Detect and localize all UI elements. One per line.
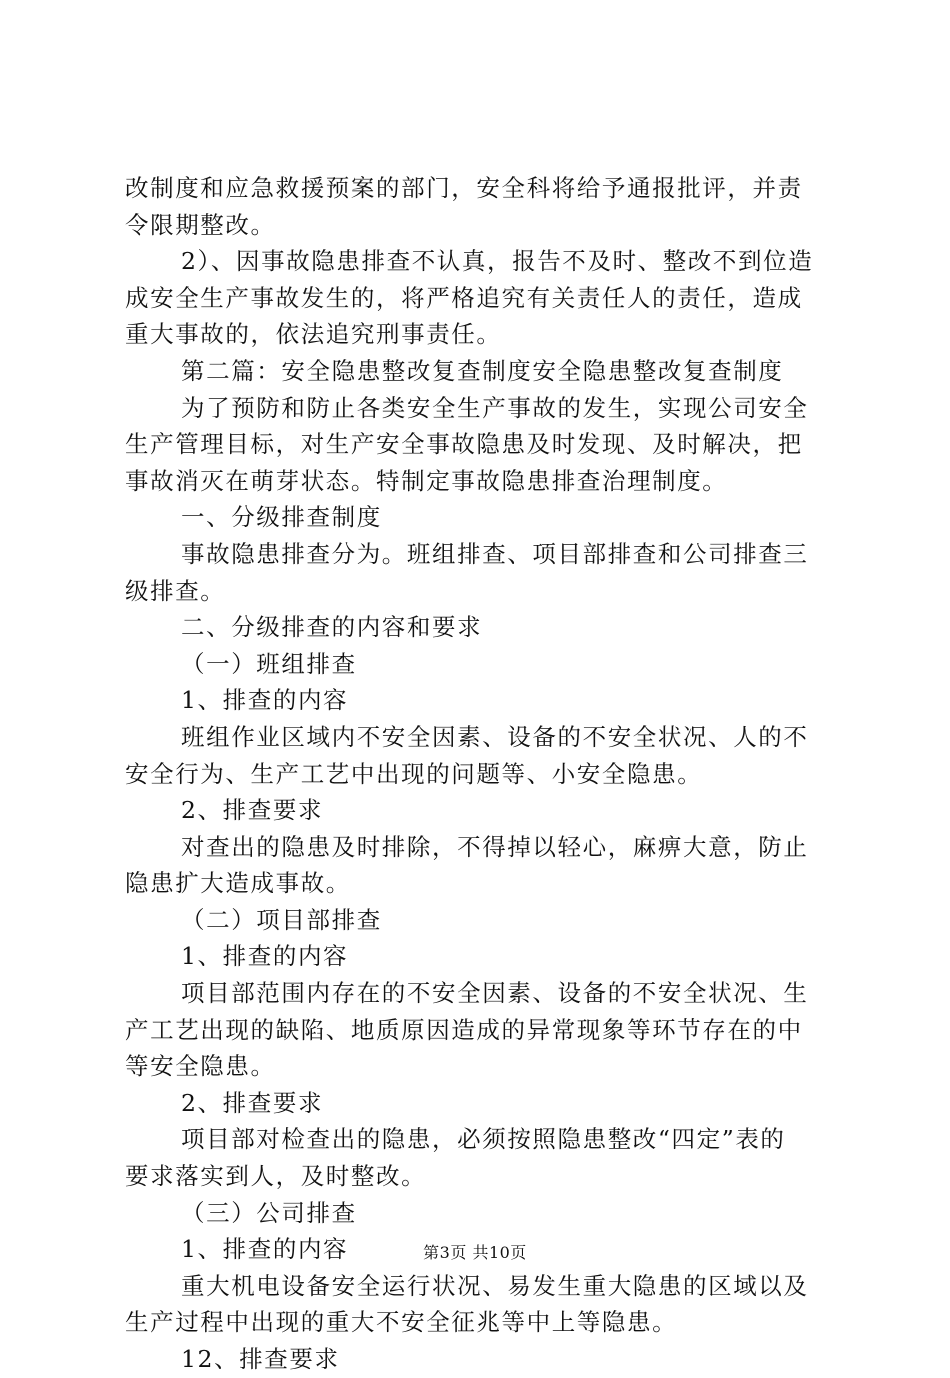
text-line: 事故隐患排查分为。班组排查、项目部排查和公司排查三 [181, 539, 809, 568]
text-line: 对查出的隐患及时排除，不得掉以轻心，麻痹大意，防止 [181, 832, 809, 861]
text-line: 1、排查的内容 [181, 1235, 349, 1264]
text-line: 事故消灭在萌芽状态。特制定事故隐患排查治理制度。 [125, 466, 728, 495]
text-line: 1、排查的内容 [181, 942, 349, 971]
text-line: 改制度和应急救援预案的部门，安全科将给予通报批评，并责 [125, 174, 803, 202]
text-line: 级排查。 [125, 576, 226, 605]
text-line: （三）公司排查 [181, 1198, 357, 1227]
text-line: 安全行为、生产工艺中出现的问题等、小安全隐患。 [125, 759, 703, 788]
text-line: 产工艺出现的缺陷、地质原因造成的异常现象等环节存在的中 [125, 1015, 803, 1044]
text-line: 重大机电设备安全运行状况、易发生重大隐患的区域以及 [181, 1271, 809, 1300]
text-line: （二）项目部排查 [181, 905, 382, 934]
text-line: 要求落实到人，及时整改。 [125, 1162, 427, 1191]
text-line: 1、排查的内容 [181, 686, 349, 715]
text-line: 生产过程中出现的重大不安全征兆等中上等隐患。 [125, 1308, 678, 1337]
text-line: 生产管理目标，对生产安全事故隐患及时发现、及时解决，把 [125, 430, 803, 459]
page-footer: 第3页 共10页 [423, 1243, 527, 1262]
text-line: 班组作业区域内不安全因素、设备的不安全状况、人的不 [181, 722, 809, 751]
text-line: 2、排查要求 [181, 1088, 324, 1117]
text-line: 项目部范围内存在的不安全因素、设备的不安全状况、生 [181, 979, 809, 1008]
text-line: 项目部对检查出的隐患，必须按照隐患整改“四定”表的 [181, 1125, 786, 1154]
text-line: 等安全隐患。 [125, 1052, 276, 1081]
text-line: 令限期整改。 [125, 210, 276, 239]
text-line: 隐患扩大造成事故。 [125, 869, 351, 898]
text-line: 二、分级排查的内容和要求 [181, 613, 483, 642]
document-body [125, 170, 831, 1378]
text-line: 为了预防和防止各类安全生产事故的发生，实现公司安全 [181, 393, 809, 422]
text-line: 重大事故的，依法追究刑事责任。 [125, 320, 502, 349]
text-line: 第二篇：安全隐患整改复查制度安全隐患整改复查制度 [181, 356, 784, 385]
text-line: （一）班组排查 [181, 649, 357, 678]
text-line: 一、分级排查制度 [181, 503, 382, 532]
text-line: 成安全生产事故发生的，将严格追究有关责任人的责任，造成 [125, 283, 803, 312]
text-line: 2）、因事故隐患排查不认真，报告不及时、整改不到位造 [181, 247, 814, 276]
text-line: 12、排查要求 [181, 1345, 340, 1373]
text-line: 2、排查要求 [181, 796, 324, 825]
